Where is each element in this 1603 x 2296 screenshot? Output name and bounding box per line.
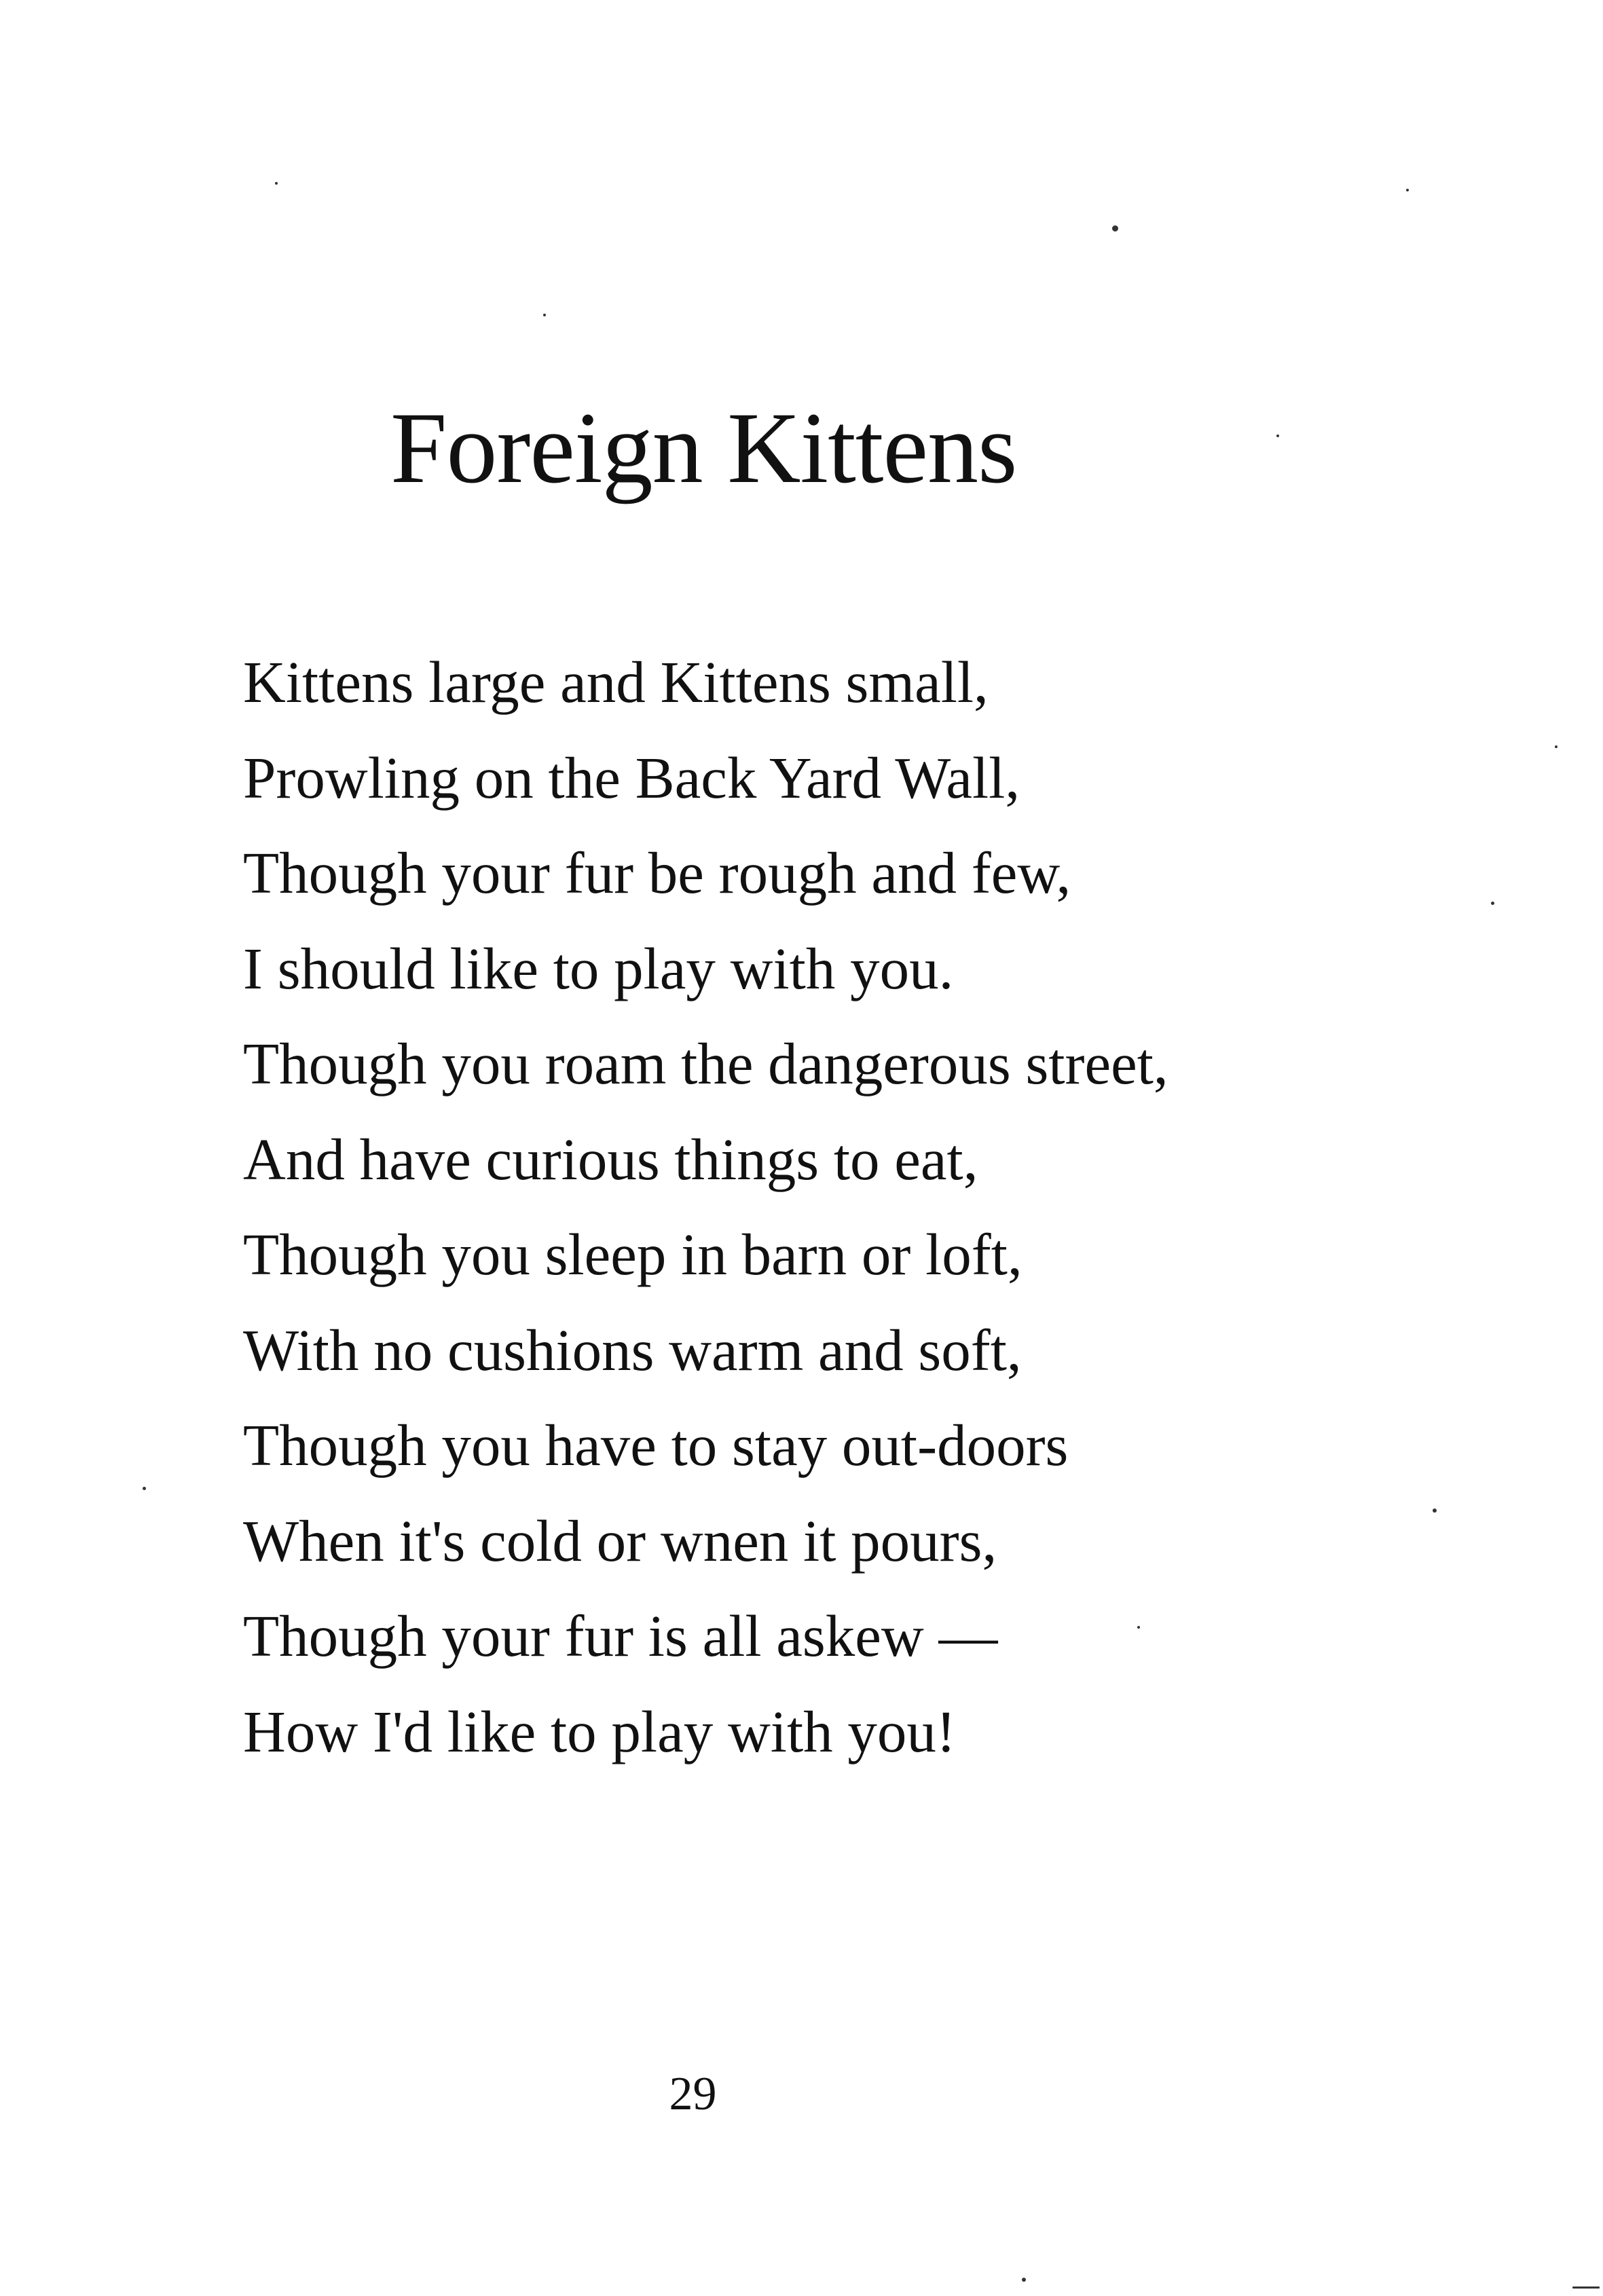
scan-speck [143,1487,146,1490]
poem-line: When it's cold or wnen it pours, [243,1507,997,1574]
poem-line: I should like to play with you. [243,935,954,1001]
poem-line: And have curious things to eat, [243,1126,978,1192]
scan-speck [1137,1626,1140,1629]
poem-line: Though you roam the dangerous street, [243,1031,1168,1096]
poem-line: Though you have to stay out-doors [243,1412,1069,1478]
scan-speck [1022,2278,1026,2282]
page-number: 29 [669,2068,717,2120]
poem-line: Though you sleep in barn or loft, [243,1221,1022,1287]
poem-body [243,635,1168,1779]
scan-speck [543,314,546,316]
poem-line: How I'd like to play with you! [243,1698,956,1764]
poem-title: Foreign Kittens [390,392,1017,504]
scan-speck [1491,902,1494,905]
poem-line: Prowling on the Back Yard Wall, [243,744,1020,811]
scan-speck [1555,745,1558,748]
scan-speck [275,182,278,185]
scan-speck [1276,434,1279,437]
scan-speck [1433,1508,1437,1513]
scan-speck [1572,2286,1600,2289]
poem-line: Though your fur be rough and few, [243,840,1071,906]
scan-speck [1112,225,1118,232]
poem-line: Though your fur is all askew — [243,1603,998,1669]
poem-line: With no cushions warm and soft, [243,1316,1022,1383]
poem-line: Kittens large and Kittens small, [243,649,989,715]
scan-speck [1406,189,1409,191]
